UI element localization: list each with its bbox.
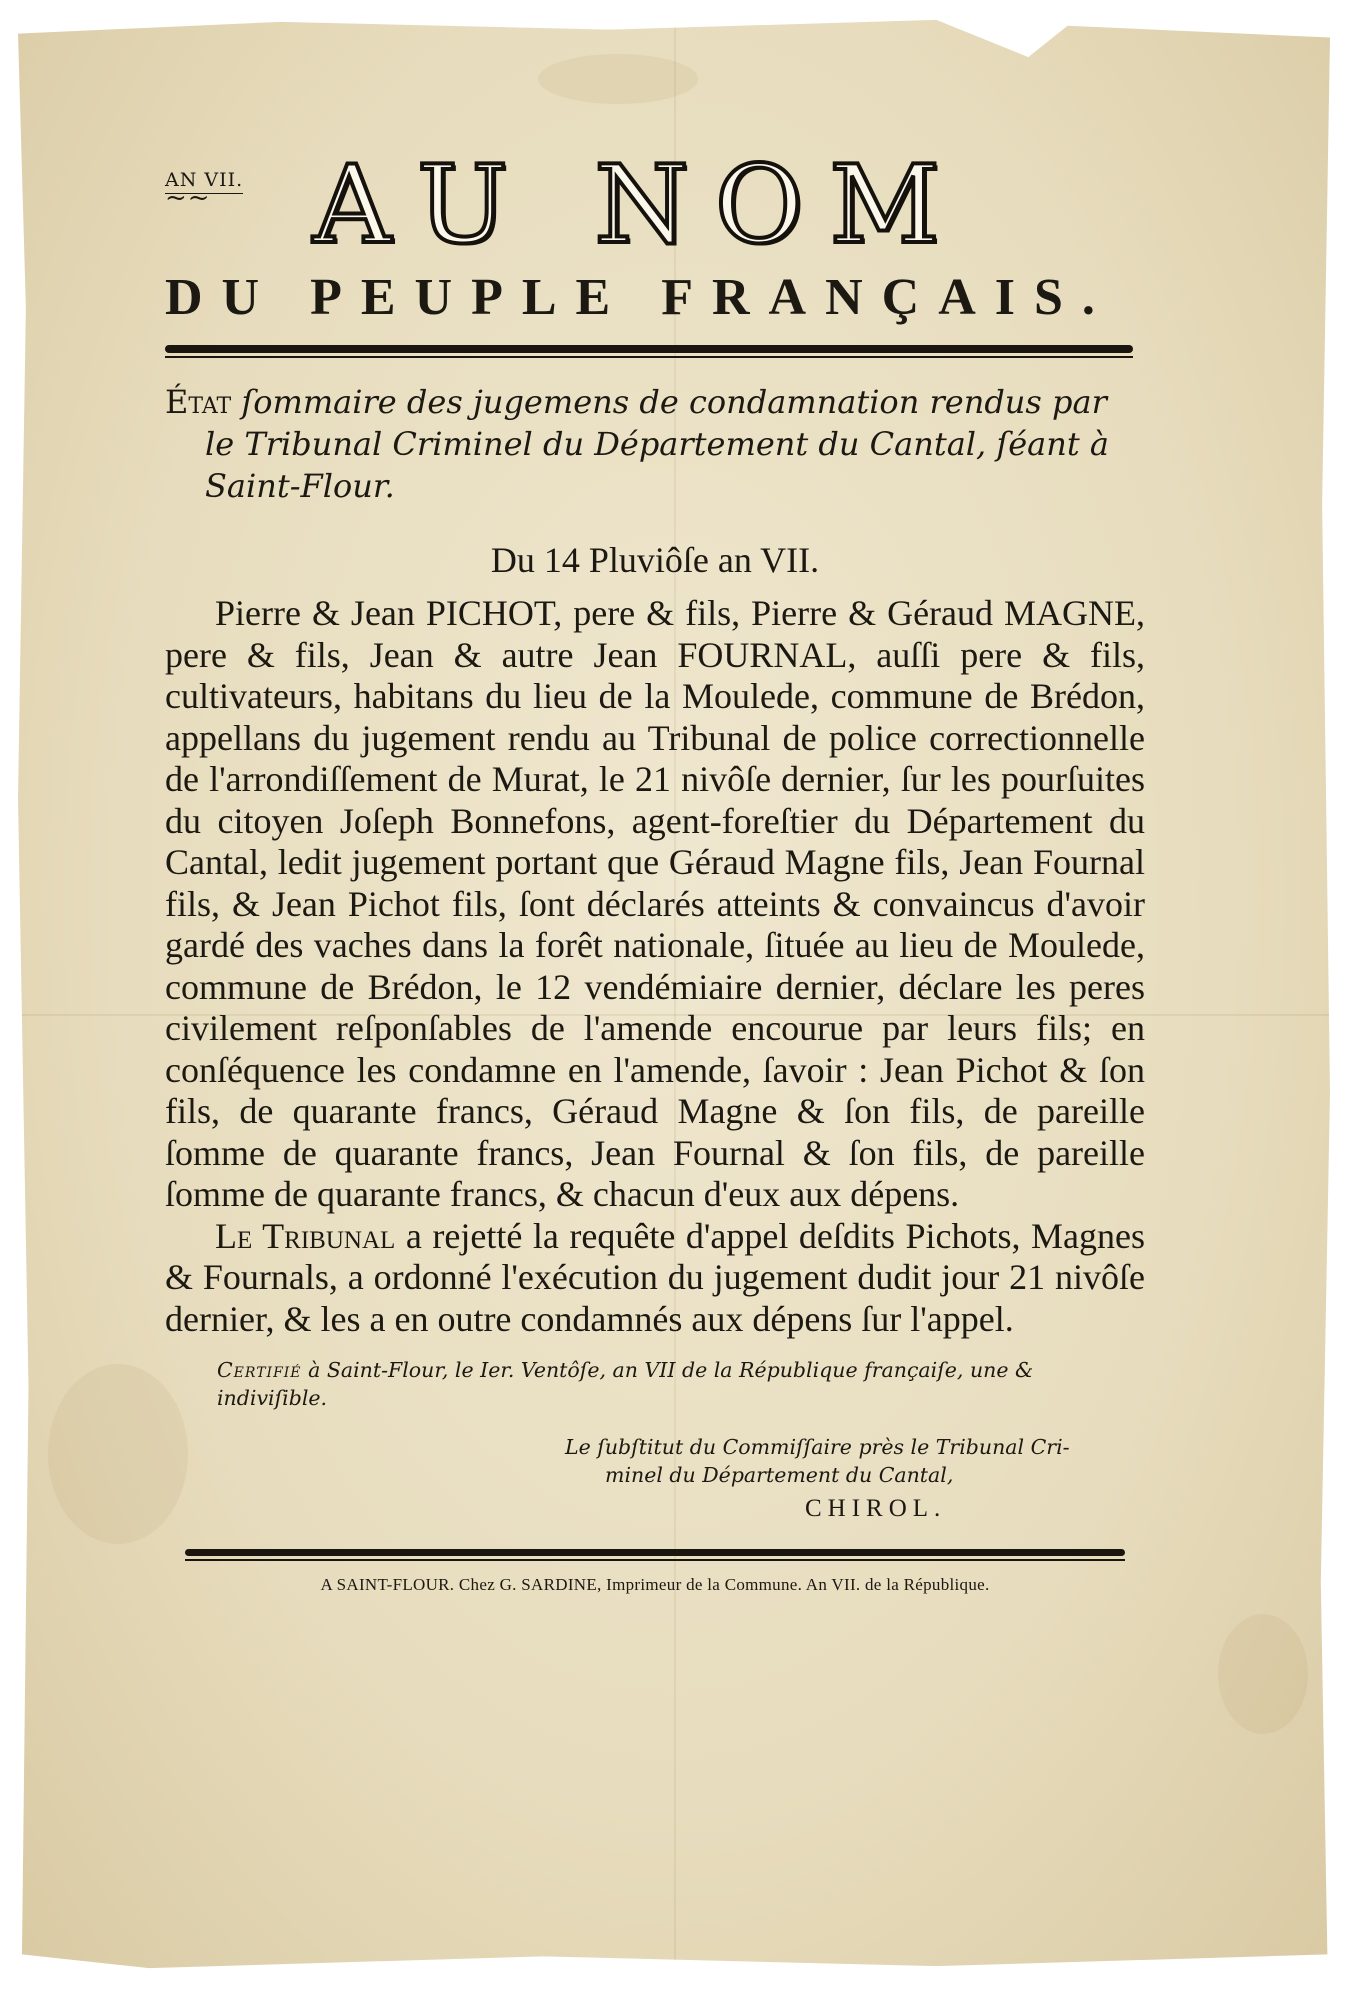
headline: AU NOM bbox=[313, 143, 966, 268]
document-header bbox=[165, 143, 1145, 268]
paper-stain bbox=[538, 54, 698, 104]
document-intro bbox=[165, 381, 1145, 507]
judgment-date: Du 14 Pluviôſe an VII. bbox=[490, 540, 820, 580]
subheadline: DU PEUPLE FRANÇAIS. bbox=[165, 269, 1114, 326]
intro-lead-word: État bbox=[165, 383, 232, 421]
tribunal-lead: Le Tribunal bbox=[215, 1215, 396, 1256]
certification: Certifié à Saint-Flour, le Ier. Ventôſe, an VII de la République françaiſe, une & indiviſible. bbox=[217, 1358, 1034, 1410]
judgment-paragraph-2: Le Tribunal a rejetté la requête d'appel deſdits Pichots, Magnes & Fournals, a ordonné l'exécution du jugement dudit jour 21 nivôſe dernier, & les a en outre condamnés aux dépens ſur l'appel. bbox=[165, 1215, 1146, 1339]
judgment-paragraph-1: Pierre & Jean PICHOT, pere & fils, Pierre & Géraud MAGNE, pere & fils, Jean & autre Jean FOURNAL, auſſi pere & fils, cultivateurs, habitans du lieu de la Moulede, commune de Brédon, appellans du jugement rendu au Tribunal de police correctionnelle de l'arrondiſſement de Murat, le 21 nivôſe dernier, ſur les pourſuites du citoyen Joſeph Bonnefons, agent-foreſtier du Département du Cantal, ledit jugement portant que Géraud Magne fils, Jean Fournal fils, & Jean Pichot fils, ſont déclarés atteints & convaincus d'avoir gardé des vaches dans la forêt nationale, ſituée au lieu de Moulede, commune de Brédon, le 12 vendémiaire dernier, déclare les peres civilement reſponſables de l'amende encourue par leurs fils; en conſéquence les condamne en l'amende, ſavoir : Jean Pichot & ſon fils, de quarante francs, Géraud Magne & ſon fils, de pareille ſomme de quarante francs, Jean Fournal & ſon fils, de pareille ſomme de quarante francs, & chacun d'eux aux dépens. bbox=[165, 593, 1145, 1214]
year-tag: AN VII. ~~ bbox=[165, 171, 275, 204]
signer-name: CHIROL. bbox=[805, 1494, 947, 1522]
footer-rule bbox=[165, 1549, 1145, 1563]
paper-stain bbox=[1218, 1614, 1308, 1734]
year-tag-ornament: ~~ bbox=[165, 183, 211, 213]
signature-title: Le ſubſtitut du Commiſſaire près le Tribunal Cri- minel du Département du Cantal, bbox=[565, 1434, 1070, 1487]
certification-lead: Certifié bbox=[217, 1358, 302, 1382]
header-rule bbox=[165, 345, 1145, 359]
printer-imprint: A SAINT-FLOUR. Chez G. SARDINE, Imprimeur de la Commune. An VII. de la République. bbox=[320, 1574, 990, 1594]
intro-text: ſommaire des jugemens de condamnation rendus par le Tribunal Criminel du Département du Cantal, ſéant à Saint-Flour. bbox=[205, 383, 1109, 505]
document-content bbox=[165, 143, 1146, 1595]
